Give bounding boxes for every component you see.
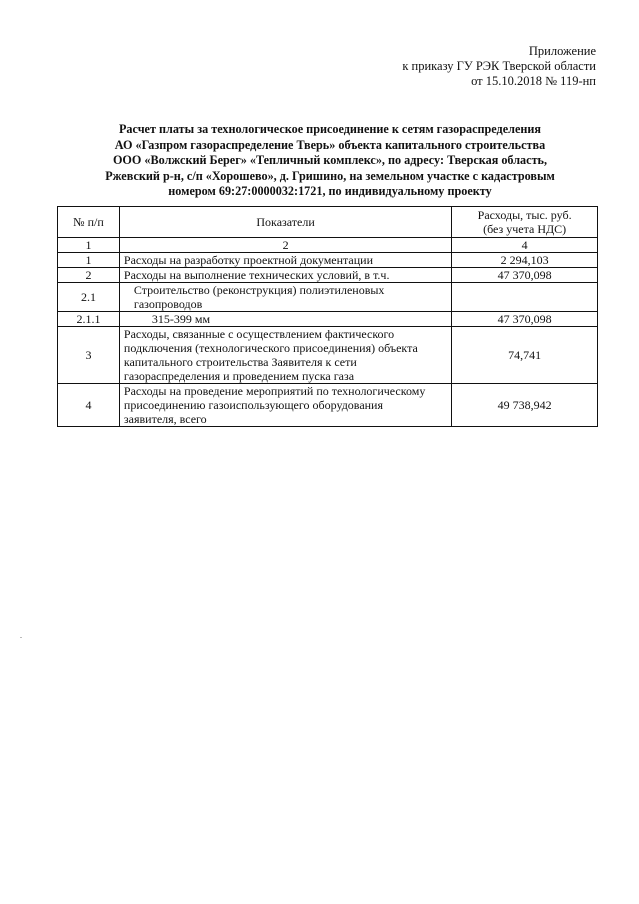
row-num: 4 xyxy=(58,384,120,427)
appendix-line-3: от 15.10.2018 № 119-нп xyxy=(471,74,596,88)
index-value: 4 xyxy=(452,238,598,253)
appendix-line-2: к приказу ГУ РЭК Тверской области xyxy=(402,59,596,73)
row-name-line-1: Расходы на проведение мероприятий по технологическому xyxy=(123,384,426,398)
row-name-line-1: Расходы, связанные с осуществлением фактического xyxy=(123,327,395,341)
scan-speck xyxy=(20,637,22,638)
header-num: № п/п xyxy=(58,207,120,238)
row-value: 74,741 xyxy=(452,327,598,384)
table-row xyxy=(58,268,598,283)
header-value-line-2: (без учета НДС) xyxy=(483,222,567,236)
title-line-1: Расчет платы за технологическое присоединение к сетям газораспределения xyxy=(118,122,542,136)
appendix-line-1: Приложение xyxy=(528,44,596,58)
row-value xyxy=(452,283,598,312)
row-name-line-4: газораспределения и проведением пуска газа xyxy=(123,369,355,383)
row-name-line-3: капитального строительства Заявителя к сети xyxy=(123,355,357,369)
table-row xyxy=(58,312,598,327)
row-name: Расходы на выполнение технических условий, в т.ч. xyxy=(119,268,451,283)
header-value xyxy=(452,207,598,238)
row-name xyxy=(119,283,451,312)
header-value-line-1: Расходы, тыс. руб. xyxy=(477,208,572,222)
row-name xyxy=(119,384,451,427)
row-value: 2 294,103 xyxy=(452,253,598,268)
document-title xyxy=(72,122,588,200)
appendix-header xyxy=(402,44,596,89)
table-row xyxy=(58,283,598,312)
table-index-row xyxy=(58,238,598,253)
row-name-line-2: подключения (технологического присоединения) объекта xyxy=(123,341,418,355)
row-name-line-1: Строительство (реконструкция) полиэтиленовых xyxy=(133,283,385,297)
title-line-3: ООО «Волжский Берег» «Тепличный комплекс», по адресу: Тверская область, xyxy=(112,153,548,167)
row-name-line-2: газопроводов xyxy=(133,297,203,311)
table-row xyxy=(58,327,598,384)
row-name-line-3: заявителя, всего xyxy=(123,412,207,426)
row-name xyxy=(119,327,451,384)
row-num: 2.1 xyxy=(58,283,120,312)
row-num: 2 xyxy=(58,268,120,283)
calculation-table xyxy=(57,206,598,427)
index-name: 2 xyxy=(119,238,451,253)
row-num: 3 xyxy=(58,327,120,384)
index-num: 1 xyxy=(58,238,120,253)
row-name-line-2: присоединению газоиспользующего оборудования xyxy=(123,398,384,412)
row-num: 1 xyxy=(58,253,120,268)
row-value: 47 370,098 xyxy=(452,268,598,283)
row-name: Расходы на разработку проектной документации xyxy=(119,253,451,268)
table-row xyxy=(58,384,598,427)
title-line-4: Ржевский р-н, с/п «Хорошево», д. Гришино, на земельном участке с кадастровым xyxy=(105,168,555,183)
title-line-5: номером 69:27:0000032:1721, по индивидуальному проекту xyxy=(168,184,492,198)
table-row xyxy=(58,253,598,268)
table-header-row xyxy=(58,207,598,238)
row-value: 49 738,942 xyxy=(452,384,598,427)
row-name: 315-399 мм xyxy=(119,312,451,327)
row-value: 47 370,098 xyxy=(452,312,598,327)
row-num: 2.1.1 xyxy=(58,312,120,327)
title-line-2: АО «Газпром газораспределение Тверь» объекта капитального строительства xyxy=(114,137,546,152)
header-name: Показатели xyxy=(119,207,451,238)
